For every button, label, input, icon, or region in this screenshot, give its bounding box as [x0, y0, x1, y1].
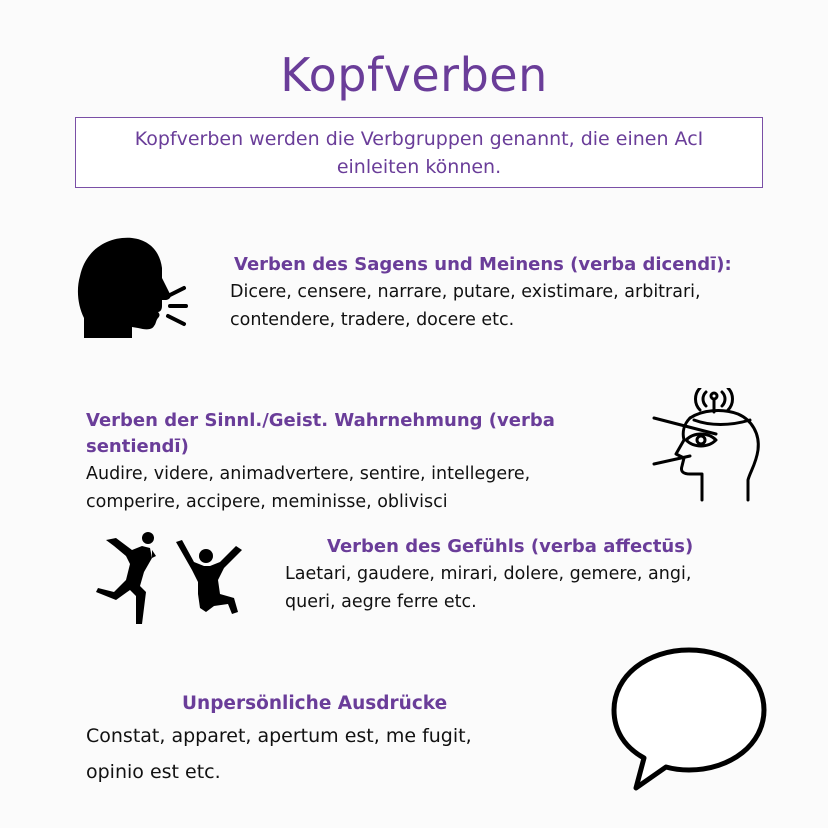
speech-bubble-icon [606, 644, 772, 794]
perceiving-head-icon [650, 388, 766, 504]
section-line-1: Laetari, gaudere, mirari, dolere, gemere, angi, [285, 564, 692, 584]
section-heading: Verben des Sagens und Meinens (verba dicendī): [234, 254, 732, 275]
jumping-people-icon [86, 528, 246, 628]
page-title: Kopfverben [280, 48, 548, 102]
speaking-head-icon [74, 234, 190, 338]
section-verba-dicendi [230, 252, 774, 334]
section-heading: Verben des Gefühls (verba affectūs) [327, 536, 694, 557]
section-impersonal-expressions [86, 691, 566, 789]
section-line-2: comperire, accipere, meminisse, oblivisci [86, 492, 448, 512]
section-line-2: queri, aegre ferre etc. [285, 592, 477, 612]
section-line-2: contendere, tradere, docere etc. [230, 310, 515, 330]
section-line-1: Dicere, censere, narrare, putare, existimare, arbitrari, [230, 282, 701, 302]
section-heading: Verben der Sinnl./Geist. Wahrnehmung (verba sentiendī) [86, 410, 555, 457]
section-verba-affectus [285, 534, 725, 616]
definition-line-1: Kopfverben werden die Verbgruppen genannt, die einen AcI [134, 128, 704, 150]
section-line-2: opinio est etc. [86, 761, 221, 783]
section-line-1: Audire, videre, animadvertere, sentire, intellegere, [86, 464, 531, 484]
definition-line-2: einleiten können. [336, 156, 502, 178]
section-heading: Unpersönliche Ausdrücke [182, 693, 448, 714]
section-line-1: Constat, apparet, apertum est, me fugit, [86, 725, 472, 747]
section-verba-sentiendi [86, 408, 646, 516]
definition-box [75, 117, 763, 188]
